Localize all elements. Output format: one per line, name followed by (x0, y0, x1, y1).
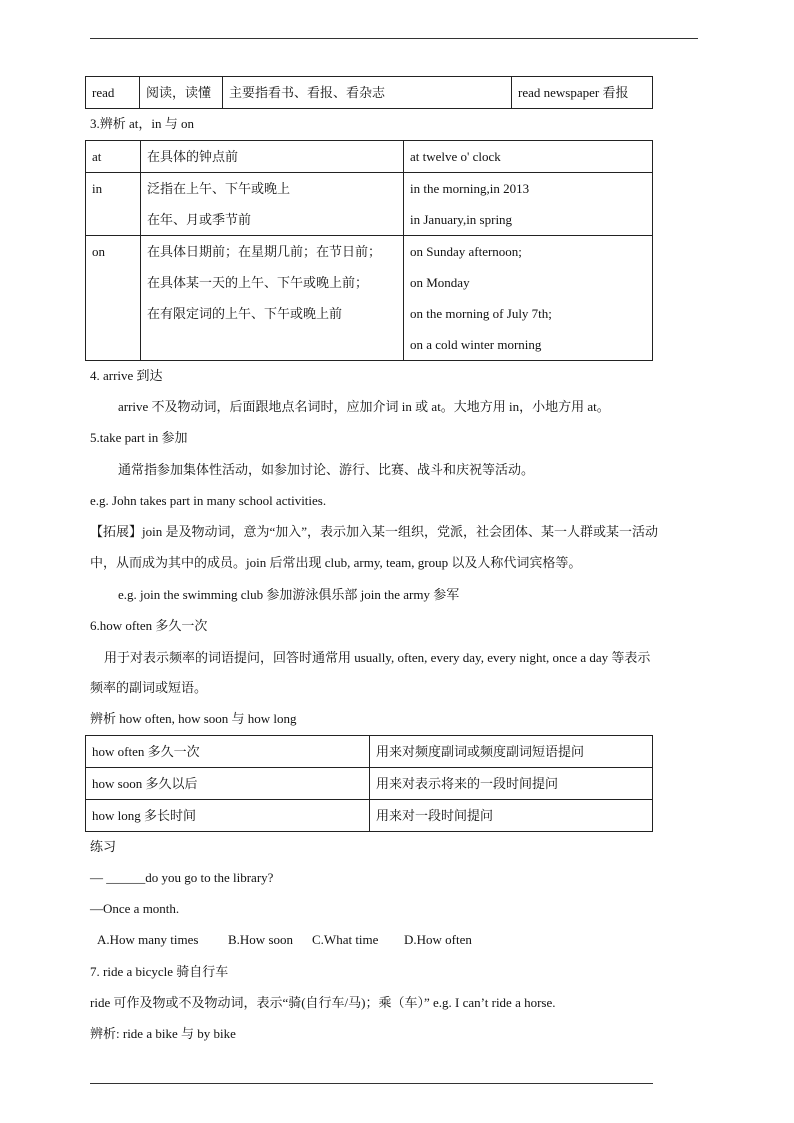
usage-line: 在有限定词的上午、下午或晚上前 (147, 306, 343, 321)
table-cell (404, 173, 653, 236)
paragraph: ride 可作及物或不及物动词，表示“骑(自行车/马)；乘（车）” e.g. I can’t ride a horse. (90, 995, 556, 1010)
table-cell: 主要指看书、看报、看杂志 (223, 77, 512, 109)
example-line: in January,in spring (410, 212, 513, 227)
example-sentence: e.g. join the swimming club 参加游泳俱乐部 join the army 参军 (118, 587, 460, 602)
table-row (86, 736, 653, 768)
table-row (86, 768, 653, 800)
table-cell: 用来对频度副词或频度副词短语提问 (370, 736, 653, 768)
table-cell (141, 173, 404, 236)
option-b: B.How soon (228, 932, 294, 947)
option-c: C.What time (312, 932, 379, 947)
section-heading: 5.take part in 参加 (90, 430, 188, 445)
table-cell: 用来对一段时间提问 (370, 800, 653, 832)
usage-line: 在年、月或季节前 (147, 212, 252, 227)
table-cell: in (86, 173, 141, 236)
paragraph: 用于对表示频率的词语提问，回答时通常用 usually, often, every day, every night, once a day 等表示 (104, 650, 651, 665)
section-heading: 6.how often 多久一次 (90, 618, 208, 633)
table-row (86, 236, 653, 361)
practice-heading: 练习 (90, 839, 117, 854)
table-cell (404, 141, 653, 173)
table-row (86, 173, 653, 236)
table-cell: on (86, 236, 141, 361)
example-sentence: e.g. John takes part in many school activities. (90, 493, 327, 508)
header-rule (90, 38, 698, 39)
table-cell: 用来对表示将来的一段时间提问 (370, 768, 653, 800)
paragraph: 通常指参加集体性活动，如参加讨论、游行、比赛、战斗和庆祝等活动。 (118, 462, 535, 477)
compare-heading: 辨析 how often, how soon 与 how long (90, 711, 297, 726)
table-row (86, 800, 653, 832)
table-cell (141, 141, 404, 173)
example-line: on a cold winter morning (410, 337, 542, 352)
table-cell (141, 236, 404, 361)
example-line: at twelve o' clock (410, 149, 501, 164)
table-cell: how often 多久一次 (86, 736, 370, 768)
option-d: D.How often (404, 932, 472, 947)
usage-line: 在具体的钟点前 (147, 149, 239, 164)
practice-answer: —Once a month. (90, 901, 180, 916)
practice-question: — ______do you go to the library? (90, 870, 274, 885)
section-heading: 4. arrive 到达 (90, 368, 163, 383)
extension-note: 中，从而成为其中的成员。join 后常出现 club, army, team, group 以及人称代词宾格等。 (90, 555, 582, 570)
example-line: in the morning,in 2013 (410, 181, 530, 196)
example-line: on Sunday afternoon; (410, 244, 522, 259)
extension-note: 【拓展】join 是及物动词，意为“加入”，表示加入某一组织，党派，社会团体、某一人群或某一活动 (90, 524, 659, 539)
usage-line: 在具体日期前；在星期几前；在节日前； (147, 244, 382, 259)
at-in-on-table (85, 140, 653, 361)
paragraph: arrive 不及物动词，后面跟地点名词时，应加介词 in 或 at。大地方用 in，小地方用 at。 (118, 399, 610, 414)
paragraph: 频率的副词或短语。 (90, 680, 208, 695)
option-a: A.How many times (97, 932, 199, 947)
table-row (86, 77, 653, 109)
how-table (85, 735, 653, 832)
usage-line: 泛指在上午、下午或晚上 (147, 181, 291, 196)
practice-options (97, 930, 497, 950)
table-cell: how soon 多久以后 (86, 768, 370, 800)
example-line: on Monday (410, 275, 470, 290)
table-cell: read (86, 77, 140, 109)
compare-heading: 辨析: ride a bike 与 by bike (90, 1026, 236, 1041)
section-heading: 3.辨析 at，in 与 on (90, 116, 194, 131)
section-heading: 7. ride a bicycle 骑自行车 (90, 964, 229, 979)
table-cell: read newspaper 看报 (512, 77, 653, 109)
table-row (86, 141, 653, 173)
table-cell: 阅读，读懂 (140, 77, 223, 109)
read-table (85, 76, 653, 109)
table-cell (404, 236, 653, 361)
table-cell: how long 多长时间 (86, 800, 370, 832)
footer-rule (90, 1083, 653, 1084)
usage-line: 在具体某一天的上午、下午或晚上前； (147, 275, 369, 290)
table-cell: at (86, 141, 141, 173)
example-line: on the morning of July 7th; (410, 306, 552, 321)
